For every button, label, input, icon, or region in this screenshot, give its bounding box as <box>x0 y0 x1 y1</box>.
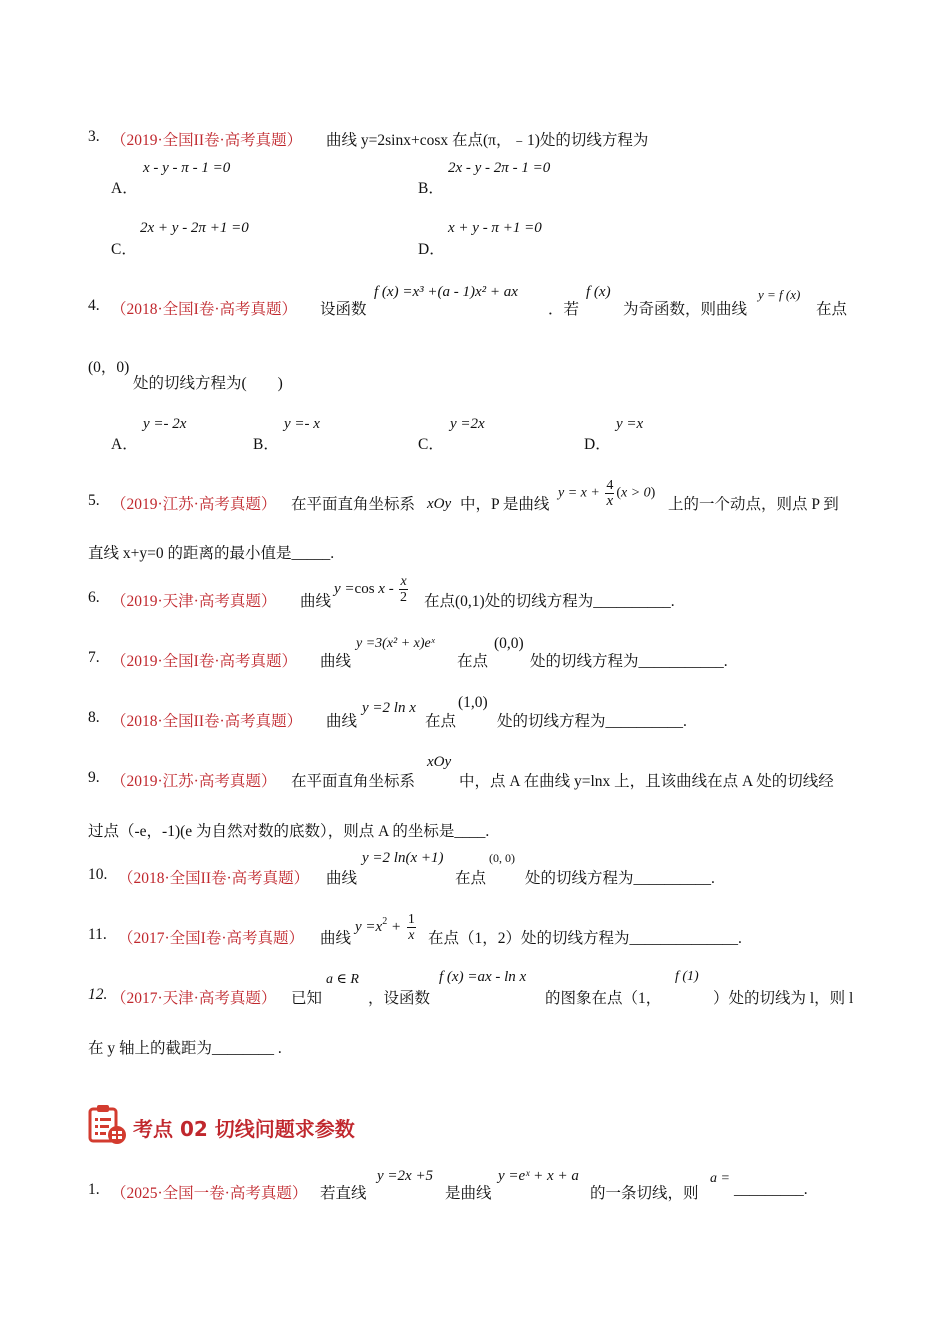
question-number: 9. <box>88 769 100 786</box>
question-text: 曲线 y=2sinx+cosx 在点(π，﹣1)处的切线方程为 <box>326 132 649 149</box>
function-value: f (1) <box>675 969 699 984</box>
question-text: 在点(0,1)处的切线方程为__________. <box>424 593 675 610</box>
question-text: 曲线 <box>320 653 352 670</box>
section-title: 考点 02 切线问题求参数 <box>133 1117 355 1141</box>
question-number: 12. <box>88 986 108 1003</box>
question-text: 的一条切线，则 <box>590 1185 699 1202</box>
option-label-d: D． <box>418 241 445 258</box>
question-source: （2017·天津·高考真题） <box>111 990 277 1007</box>
curve-formula: y =2 ln(x +1) <box>362 850 444 866</box>
question-text: 是曲线 <box>445 1185 492 1202</box>
question-text: 过点（-e，-1)(e 为自然对数的底数），则点 A 的坐标是____. <box>88 823 490 840</box>
point-math: (0,0) <box>494 635 524 652</box>
question-text: 若直线 <box>320 1185 367 1202</box>
coordinate-system: xOy <box>427 754 452 770</box>
question-number: 11. <box>88 926 107 943</box>
question-text: ．若 <box>548 301 580 318</box>
option-b-math: y =- x <box>284 416 320 432</box>
question-text: 曲线 <box>326 713 358 730</box>
question-text: 上的一个动点，则点 P 到 <box>668 496 839 513</box>
question-text: 设函数 <box>320 301 367 318</box>
option-d-math: x + y - π +1 =0 <box>448 220 542 236</box>
question-text: 曲线 <box>326 870 358 887</box>
question-text: 在点 <box>457 653 489 670</box>
question-text: 在平面直角坐标系 <box>291 496 416 513</box>
question-source: （2019·全国I卷·高考真题） <box>111 653 297 670</box>
question-text: 在点 <box>455 870 487 887</box>
coordinate-system: xOy <box>427 496 452 512</box>
question-source: （2017·全国I卷·高考真题） <box>118 930 304 947</box>
question-text: 直线 x+y=0 的距离的最小值是_____. <box>88 545 335 562</box>
question-number: 7. <box>88 649 100 666</box>
question-text: 曲线 <box>300 593 332 610</box>
option-b-math: 2x - y - 2π - 1 =0 <box>448 160 551 176</box>
question-text: 在点 <box>816 301 848 318</box>
option-label-d: D． <box>584 436 611 453</box>
question-number: 3. <box>88 128 100 145</box>
function-formula: f (x) =ax - ln x <box>439 969 527 985</box>
answer-variable: a = <box>710 1171 730 1186</box>
option-c-math: 2x + y - 2π +1 =0 <box>140 220 249 236</box>
question-number: 4. <box>88 297 100 314</box>
answer-blank: _________. <box>734 1181 808 1198</box>
question-source: （2018·全国I卷·高考真题） <box>111 301 297 318</box>
question-text: 处的切线方程为( ) <box>133 375 283 392</box>
question-source: （2018·全国II卷·高考真题） <box>111 713 303 730</box>
option-c-math: y =2x <box>450 416 485 432</box>
option-label-b: B． <box>253 436 279 453</box>
option-a-math: x - y - π - 1 =0 <box>143 160 231 176</box>
question-text: 在平面直角坐标系 <box>291 773 416 790</box>
option-label-c: C． <box>111 241 137 258</box>
question-text: 中，P 是曲线 <box>460 496 550 513</box>
question-source: （2018·全国II卷·高考真题） <box>118 870 310 887</box>
question-number: 10. <box>88 866 108 883</box>
curve-formula: y =3(x² + x)eˣ <box>356 636 435 651</box>
function-symbol: f (x) <box>586 284 611 300</box>
curve-formula: y =eˣ + x + a <box>498 1168 579 1184</box>
function-formula: f (x) =x³ +(a - 1)x² + ax <box>374 284 518 300</box>
question-source: （2019·天津·高考真题） <box>111 593 277 610</box>
question-text: 中，点 A 在曲线 y=lnx 上，且该曲线在点 A 处的切线经 <box>459 773 834 790</box>
question-source: （2019·全国II卷·高考真题） <box>111 132 303 149</box>
question-text: 在 y 轴上的截距为________ . <box>88 1040 282 1057</box>
option-label-c: C． <box>418 436 444 453</box>
option-label-b: B． <box>418 180 444 197</box>
line-formula: y =2x +5 <box>377 1168 434 1184</box>
question-text: 为奇函数，则曲线 <box>623 301 748 318</box>
clipboard-icon <box>87 1103 127 1150</box>
point-math: (1,0) <box>458 694 488 711</box>
question-number: 1. <box>88 1181 100 1198</box>
question-text: 在点 <box>425 713 457 730</box>
point-math: (0, 0) <box>489 851 515 865</box>
question-source: （2025·全国一卷·高考真题） <box>111 1185 308 1202</box>
condition-math: a ∈ R <box>326 972 359 987</box>
option-label-a: A． <box>111 180 138 197</box>
option-a-math: y =- 2x <box>143 416 187 432</box>
question-source: （2019·江苏·高考真题） <box>111 496 277 513</box>
question-text: 在点（1，2）处的切线方程为______________. <box>428 930 742 947</box>
question-number: 8. <box>88 709 100 726</box>
question-text: 曲线 <box>320 930 352 947</box>
question-text: 处的切线方程为__________. <box>497 713 687 730</box>
curve-formula: y =2 ln x <box>362 700 416 716</box>
curve-formula: y = f (x) <box>758 287 801 302</box>
curve-formula: y = x + $\frac{4}{x}$ (x > 0) <box>558 478 656 509</box>
question-text: ）处的切线为 l，则 l <box>713 990 854 1007</box>
curve-formula: y =cos x - $\frac{x}{2}$ <box>334 574 408 605</box>
question-source: （2019·江苏·高考真题） <box>111 773 277 790</box>
question-number: 5. <box>88 492 100 509</box>
curve-formula: $y =x^2$ + $\frac{1}{x}$ <box>355 912 415 943</box>
question-text: ，设函数 <box>368 990 431 1007</box>
point-math: (0，0) <box>88 359 130 376</box>
question-text: 处的切线方程为__________. <box>525 870 715 887</box>
question-text: 已知 <box>291 990 323 1007</box>
option-d-math: y =x <box>616 416 644 432</box>
question-number: 6. <box>88 589 100 606</box>
option-label-a: A． <box>111 436 138 453</box>
question-text: 的图象在点（1， <box>545 990 662 1007</box>
question-text: 处的切线方程为___________. <box>530 653 728 670</box>
